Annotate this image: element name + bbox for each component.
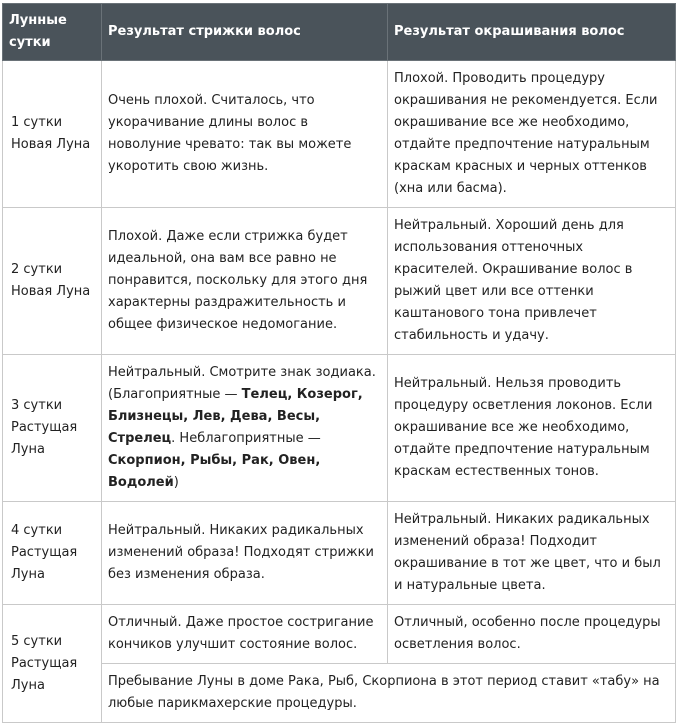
day-label: 3 сутки (11, 398, 63, 413)
day-label: 5 сутки (11, 633, 63, 649)
day-cell (3, 355, 102, 502)
day-cell (3, 502, 102, 605)
favorable-signs: Телец, Козерог, Близнецы, Лев, Дева, Весы, Стрелец (108, 387, 363, 446)
haircut-cell: Нейтральный. Никаких радикальных изменений образа! Подходят стрижки без изменения образа. (102, 502, 388, 605)
table-row (3, 355, 676, 502)
haircut-cell: Очень плохой. Считалось, что укорачивание длины волос в новолуние чревато: так вы можете укоротить свою жизнь. (102, 61, 388, 208)
day-label: 1 сутки (11, 115, 63, 130)
table-row (3, 664, 676, 723)
day-label: 2 сутки (11, 262, 63, 277)
moon-phase: Новая Луна (11, 284, 91, 299)
moon-phase: Новая Луна (11, 137, 91, 152)
coloring-cell: Нейтральный. Хороший день для использования оттеночных красителей. Окрашивание волос в рыжий цвет или все оттенки каштанового тона привлечет стабильность и удачу. (388, 208, 676, 355)
unfavorable-signs: Скорпион, Рыбы, Рак, Овен, Водолей (108, 453, 321, 490)
table-row (3, 605, 676, 664)
header-coloring-result: Результат окрашивания волос (388, 4, 676, 61)
haircut-end: ) (173, 475, 179, 490)
day-cell (3, 208, 102, 355)
coloring-cell: Нейтральный. Никаких радикальных изменений образа! Подходит окрашивание в тот же цвет, что и был и натуральные цвета. (388, 502, 676, 605)
haircut-intro: Нейтральный. Смотрите знак зодиака. (Благоприятные — (108, 365, 376, 402)
moon-phase: Растущая Луна (11, 420, 78, 457)
coloring-cell: Плохой. Проводить процедуру окрашивания не рекомендуется. Если окрашивание все же необходимо, отдайте предпочтение натуральным краскам красных и черных оттенков (хна или басма). (388, 61, 676, 208)
lunar-haircut-table (2, 3, 676, 723)
day-cell (3, 61, 102, 208)
header-lunar-days: Лунные сутки (3, 4, 102, 61)
header-haircut-result: Результат стрижки волос (102, 4, 388, 61)
coloring-cell: Нейтральный. Нельзя проводить процедуру осветления локонов. Если окрашивание все же необходимо, отдайте предпочтение натуральным краскам естественных тонов. (388, 355, 676, 502)
coloring-cell: Отличный, особенно после процедуры осветления волос. (388, 605, 676, 664)
haircut-cell: Плохой. Даже если стрижка будет идеальной, она вам все равно не понравится, поскольку для этого дня характерны раздражительность и общее физическое недомогание. (102, 208, 388, 355)
table-header-row (3, 4, 676, 61)
moon-phase: Растущая Луна (11, 655, 78, 693)
haircut-cell: Отличный. Даже простое состригание кончиков улучшит состояние волос. (102, 605, 388, 664)
day-label: 4 сутки (11, 523, 63, 538)
haircut-cell (102, 355, 388, 502)
note-cell: Пребывание Луны в доме Рака, Рыб, Скорпиона в этот период ставит «табу» на любые парикмахерские процедуры. (102, 664, 676, 723)
haircut-mid: . Неблагоприятные — (171, 431, 321, 446)
day-cell (3, 605, 102, 723)
table-row (3, 208, 676, 355)
moon-phase: Растущая Луна (11, 545, 78, 582)
table-row (3, 61, 676, 208)
table-row (3, 502, 676, 605)
